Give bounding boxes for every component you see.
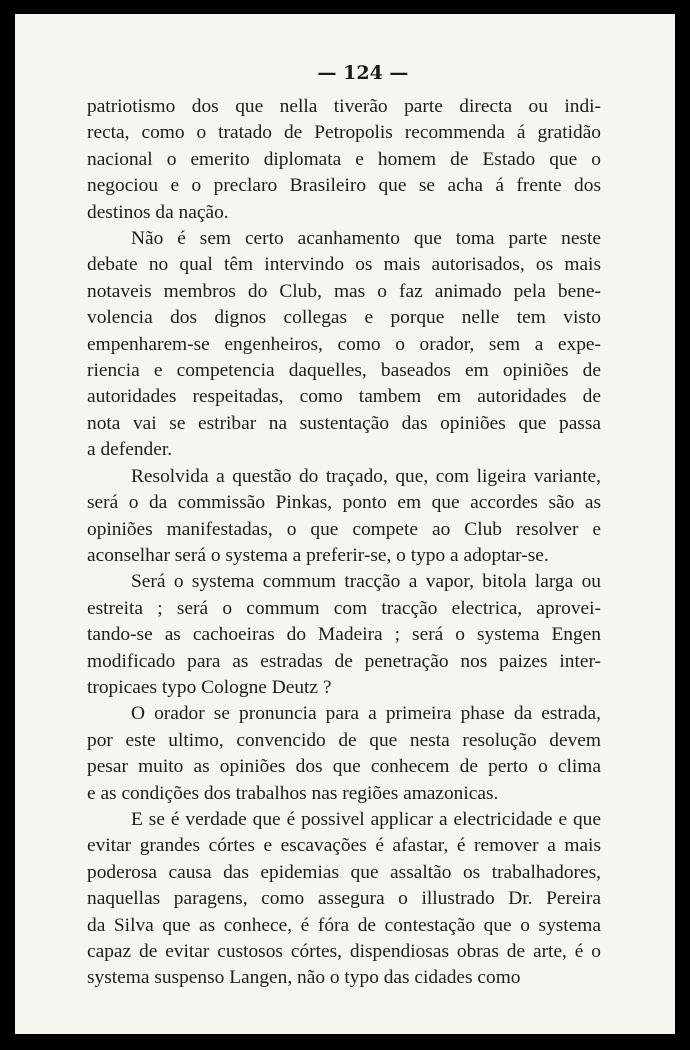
text-line: notaveis membros do Club, mas o faz animado pela bene- bbox=[87, 280, 601, 302]
text-line: autoridades respeitadas, como tambem em autoridades de bbox=[87, 386, 601, 408]
text-line: da Silva que as conhece, é fóra de contestação que o systema bbox=[87, 914, 601, 936]
paragraph bbox=[87, 569, 601, 701]
text-line: recta, como o tratado de Petropolis recommenda á gratidão bbox=[87, 122, 601, 144]
text-line: opiniões manifestadas, o que compete ao Club resolver e bbox=[87, 518, 601, 540]
text-line: negociou e o preclaro Brasileiro que se acha á frente dos bbox=[87, 175, 601, 197]
text-line: volencia dos dignos collegas e porque nelle tem visto bbox=[87, 307, 601, 329]
text-line: patriotismo dos que nella tiverão parte directa ou indi- bbox=[87, 96, 601, 117]
text-line: capaz de evitar custosos córtes, dispendiosas obras de arte, é o bbox=[87, 941, 601, 962]
paragraph bbox=[87, 226, 601, 464]
text-line: Resolvida a questão do traçado, que, com ligeira variante, bbox=[131, 465, 601, 487]
paragraph bbox=[87, 464, 601, 570]
text-line: por este ultimo, convencido de que nesta resolução devem bbox=[87, 729, 601, 751]
text-line: empenharem-se engenheiros, como o orador, sem a expe- bbox=[87, 333, 601, 355]
text-line: destinos da nação. bbox=[87, 201, 229, 223]
text-line: tando-se as cachoeiras do Madeira ; será o systema Engen bbox=[87, 624, 601, 646]
text-line: e as condições dos trabalhos nas regiões amazonicas. bbox=[87, 782, 499, 804]
text-line: aconselhar será o systema a preferir-se, o typo a adoptar-se. bbox=[87, 544, 549, 566]
text-line: debate no qual têm intervindo os mais autorisados, os mais bbox=[87, 254, 601, 276]
paragraph bbox=[87, 807, 601, 992]
book-page bbox=[15, 14, 675, 1034]
text-line: estreita ; será o commum com tracção electrica, aprovei- bbox=[87, 597, 601, 619]
paragraph bbox=[87, 701, 601, 807]
text-line: systema suspenso Langen, não o typo das cidades como bbox=[87, 967, 521, 989]
text-line: nota vai se estribar na sustentação das opiniões que passa bbox=[87, 412, 601, 434]
text-line: O orador se pronuncia para a primeira phase da estrada, bbox=[131, 703, 601, 725]
text-line: a defender. bbox=[87, 439, 173, 461]
text-line: Será o systema commum tracção a vapor, bitola larga ou bbox=[131, 571, 601, 593]
text-line: modificado para as estradas de penetração nos paizes inter- bbox=[87, 650, 601, 672]
page-number: — 124 — bbox=[317, 62, 409, 84]
text-line: será o da commissão Pinkas, ponto em que accordes são as bbox=[87, 492, 601, 514]
text-line: E se é verdade que é possivel applicar a electricidade e que bbox=[131, 808, 601, 830]
text-line: nacional o emerito diplomata e homem de Estado que o bbox=[87, 148, 601, 170]
text-line: riencia e competencia daquelles, baseados em opiniões de bbox=[87, 360, 601, 382]
text-line: evitar grandes córtes e escavações é afastar, é remover a mais bbox=[87, 835, 601, 857]
text-line: tropicaes typo Cologne Deutz ? bbox=[87, 676, 332, 698]
text-line: poderosa causa das epidemias que assaltão os trabalhadores, bbox=[87, 861, 601, 883]
body-text bbox=[87, 94, 601, 992]
text-line: Não é sem certo acanhamento que toma parte neste bbox=[131, 228, 601, 250]
text-line: pesar muito as opiniões dos que conhecem de perto o clima bbox=[87, 756, 601, 778]
text-line: naquellas paragens, como assegura o illustrado Dr. Pereira bbox=[87, 888, 601, 910]
paragraph bbox=[87, 94, 601, 226]
